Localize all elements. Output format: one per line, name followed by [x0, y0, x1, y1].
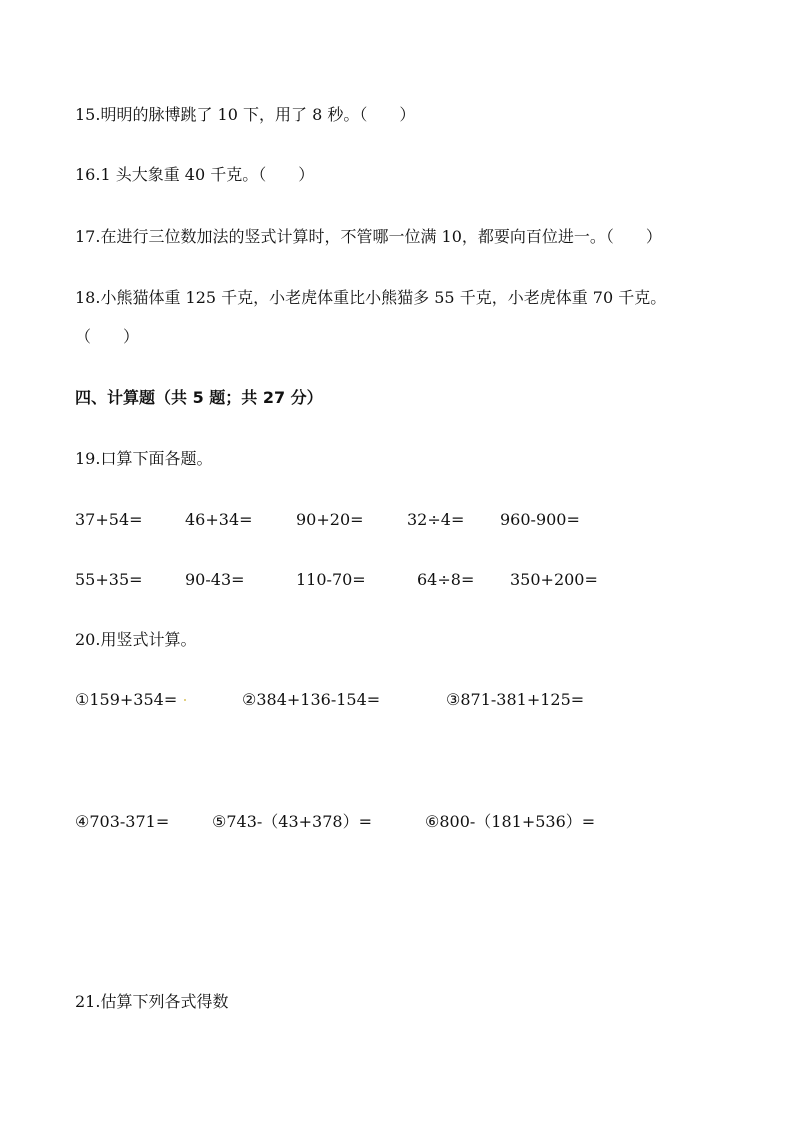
section-title-calculation: 四、计算题（共 5 题；共 27 分） [75, 388, 323, 407]
q19-row1-expr-4: 32÷4= [407, 510, 465, 529]
q19-row1-expr-3: 90+20= [296, 510, 364, 529]
q19-row1-expr-1: 37+54= [75, 510, 143, 529]
question-15: 15.明明的脉博跳了 10 下，用了 8 秒。（ ） [75, 105, 416, 124]
q19-row1-expr-2: 46+34= [185, 510, 253, 529]
stray-dot-mark [184, 699, 186, 701]
question-17: 17.在进行三位数加法的竖式计算时，不管哪一位满 10，都要向百位进一。（ ） [75, 227, 662, 246]
q19-row2-expr-3: 110-70= [296, 570, 366, 589]
q20-row1-expr-2: ②384+136-154= [242, 690, 381, 709]
question-18: 18.小熊猫体重 125 千克，小老虎体重比小熊猫多 55 千克，小老虎体重 70 千克。 [75, 288, 667, 307]
q19-row2-expr-4: 64÷8= [417, 570, 475, 589]
q20-row2-expr-3: ⑥800-（181+536）= [425, 812, 596, 831]
q19-row2-expr-1: 55+35= [75, 570, 143, 589]
q20-row1-expr-3: ③871-381+125= [446, 690, 585, 709]
question-20-prompt: 20.用竖式计算。 [75, 630, 197, 649]
question-21-prompt: 21.估算下列各式得数 [75, 992, 229, 1011]
q20-row1-expr-1: ①159+354= [75, 690, 178, 709]
q19-row1-expr-5: 960-900= [500, 510, 580, 529]
question-19-prompt: 19.口算下面各题。 [75, 449, 213, 468]
question-16: 16.1 头大象重 40 千克。（ ） [75, 165, 315, 184]
q20-row2-expr-1: ④703-371= [75, 812, 170, 831]
q19-row2-expr-5: 350+200= [510, 570, 598, 589]
q19-row2-expr-2: 90-43= [185, 570, 245, 589]
question-18-answer-blank: （ ） [75, 327, 140, 346]
q20-row2-expr-2: ⑤743-（43+378）= [212, 812, 373, 831]
